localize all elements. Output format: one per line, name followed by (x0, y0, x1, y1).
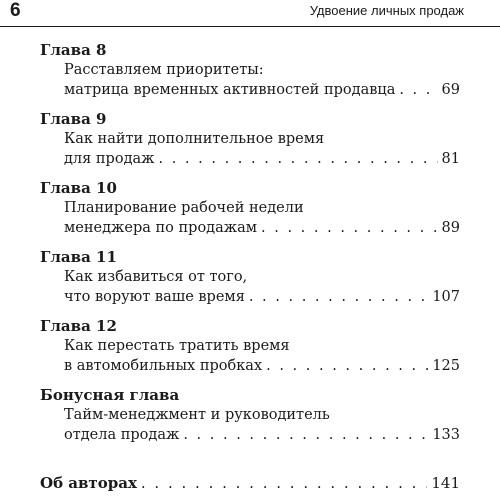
chapter-title: Глава 9 (40, 110, 107, 128)
dot-leader (399, 80, 437, 100)
entry-line: Как найти дополнительное время (64, 131, 325, 147)
entry-last-line (64, 425, 460, 445)
page-ref: 89 (441, 220, 460, 236)
chapter-title: Глава 8 (40, 41, 107, 59)
entry-line: Тайм-менеджмент и руководитель (64, 407, 330, 423)
entry-line: Как избавиться от того, (64, 269, 248, 285)
dot-leader (266, 356, 428, 376)
entry-line: что воруют ваше время (64, 289, 245, 305)
running-title: Удвоение личных продаж (309, 3, 464, 18)
toc-entry-chapter-8 (40, 41, 460, 100)
entry-last-line (64, 149, 460, 169)
page-number: 6 (10, 0, 21, 21)
about-authors-label: Об авторах (40, 474, 137, 492)
entry-line: отдела продаж (64, 427, 180, 443)
entry-line: Как перестать тратить время (64, 338, 290, 354)
page-ref: 69 (441, 82, 460, 98)
entry-last-line (64, 287, 460, 307)
dot-leader (249, 287, 428, 307)
page-ref: 133 (432, 427, 460, 443)
entry-line: Планирование рабочей недели (64, 200, 304, 216)
toc-entry-chapter-11 (40, 248, 460, 307)
page-ref: 125 (432, 358, 460, 374)
chapter-title: Глава 12 (40, 317, 117, 335)
entry-last-line (64, 356, 460, 376)
chapter-title: Глава 10 (40, 179, 117, 197)
entry-line: матрица временных активностей продавца (64, 82, 396, 98)
entry-line: Расставляем приоритеты: (64, 62, 264, 78)
entry-line: в автомобильных пробках (64, 358, 263, 374)
entry-last-line (64, 218, 460, 238)
dot-leader (183, 425, 428, 445)
page-ref: 81 (441, 151, 460, 167)
page-ref: 107 (432, 289, 460, 305)
page-header (0, 0, 500, 27)
chapter-title: Глава 11 (40, 248, 117, 266)
entry-line: менеджера по продажам (64, 220, 258, 236)
dot-leader (261, 218, 438, 238)
toc-entry-chapter-12 (40, 317, 460, 376)
dot-leader (158, 149, 437, 169)
toc-entry-about-authors (40, 473, 460, 493)
toc-entry-chapter-9 (40, 110, 460, 169)
page-ref: 141 (431, 474, 460, 492)
entry-line: для продаж (64, 151, 155, 167)
entry-last-line (64, 80, 460, 100)
chapter-title: Бонусная глава (40, 386, 180, 404)
toc-entry-chapter-10 (40, 179, 460, 238)
toc-entry-bonus-chapter (40, 386, 460, 445)
dot-leader (141, 473, 427, 493)
